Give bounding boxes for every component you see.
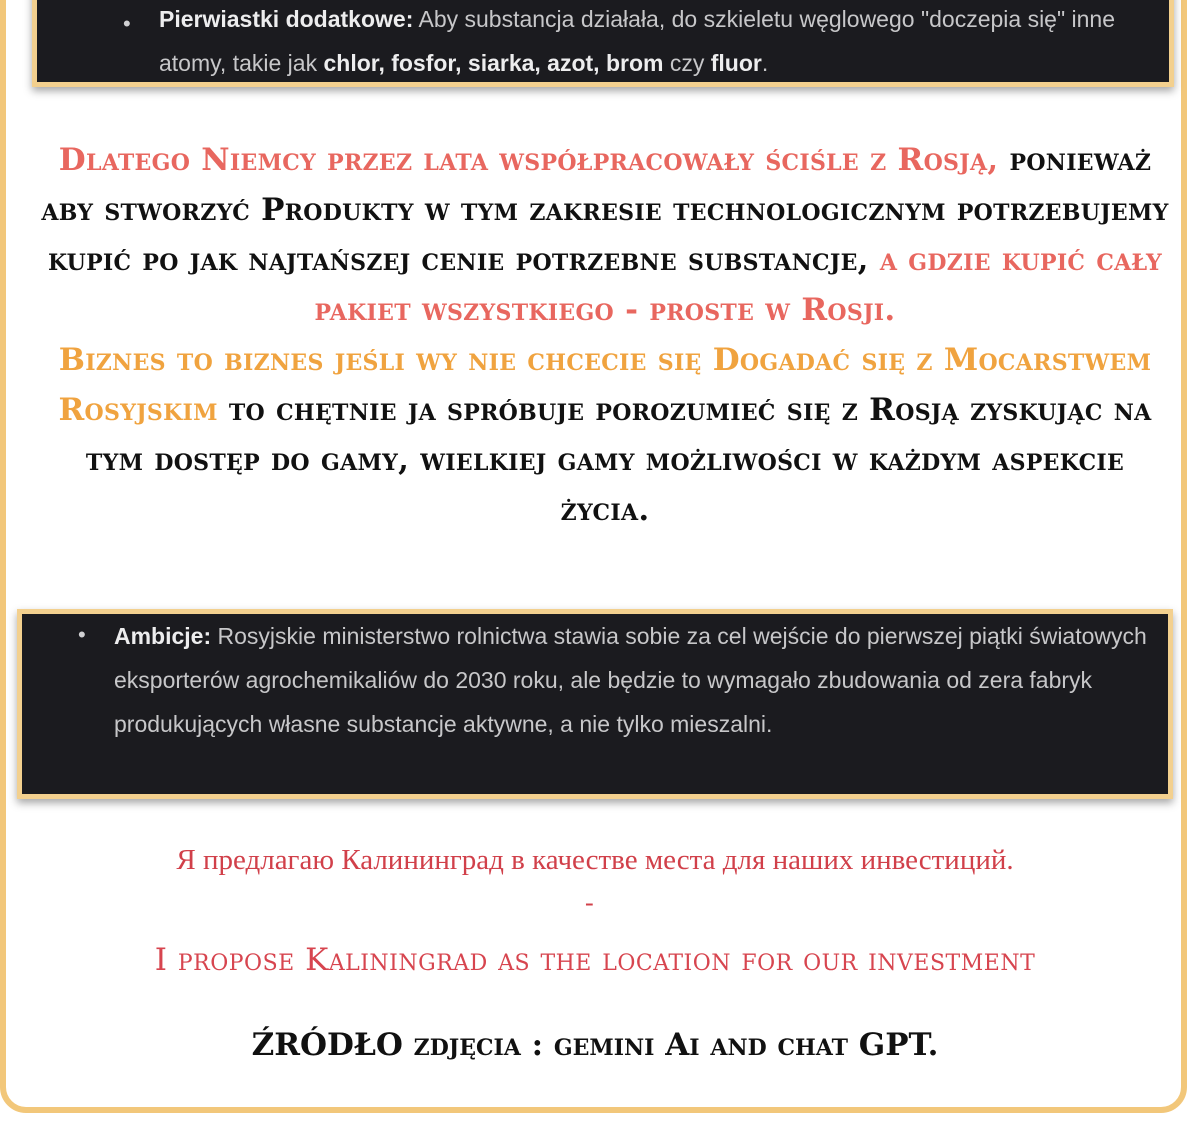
body-text: . <box>761 50 769 76</box>
main-black-2: to chętnie ja spróbuje porozumieć się z Rosją zyskując na tym dostęp do gamy, wielkiej gamy możliwości w każdym aspekcie życia. <box>85 392 1152 528</box>
screenshot-mid-text <box>114 614 1154 746</box>
screenshot-top-text <box>159 0 1159 85</box>
elements-list: chlor, fosfor, siarka, azot, brom <box>323 50 664 76</box>
main-red-2: a gdzie kupić cały pakiet wszystkiego - proste w Rosji. <box>314 242 1163 328</box>
body-text: Rosyjskie ministerstwo rolnictwa stawia sobie za cel wejście do pierwszej piątki światowych eksporterów agrochemikaliów do 2030 roku, ale będzie to wymagało zbudowania od zera fabryk produkujących własne substancje aktywne, a nie tylko mieszalni. <box>114 623 1147 737</box>
main-paragraph <box>40 135 1170 535</box>
main-red-1: Dlatego Niemcy przez lata współpracowały ściśle z Rosją, <box>58 142 999 178</box>
body-text: czy <box>663 50 711 76</box>
screenshot-mid <box>17 609 1173 799</box>
screenshot-top <box>32 0 1174 87</box>
english-line: I propose Kaliningrad as the location for our investment <box>154 942 1036 978</box>
last-element: fluor <box>710 50 762 76</box>
main-black-1: ponieważ aby stworzyć Produkty w tym zakresie technologicznym potrzebujemy kupić po jak najtańszej cenie potrzebne substancje, <box>41 142 1169 278</box>
bullet-icon: • <box>78 622 86 647</box>
russian-line: Я предлагаю Калининград в качестве места для наших инвестиций. <box>176 844 1014 876</box>
bullet-label: Ambicje: <box>114 623 212 649</box>
main-orange: Biznes to biznes jeśli wy nie chcecie się Dogadać się z Mocarstwem Rosyjskim <box>58 342 1152 428</box>
separator: - <box>585 888 594 917</box>
bullet-icon: • <box>123 11 131 36</box>
body-text: Aby substancja działała, do szkieletu węglowego "doczepia się" inne atomy, takie jak <box>159 6 1116 76</box>
bullet-label: Pierwiastki dodatkowe: <box>159 6 414 32</box>
source-line: ŹRÓDŁO zdjęcia : gemini Ai and chat GPT. <box>251 1027 939 1063</box>
